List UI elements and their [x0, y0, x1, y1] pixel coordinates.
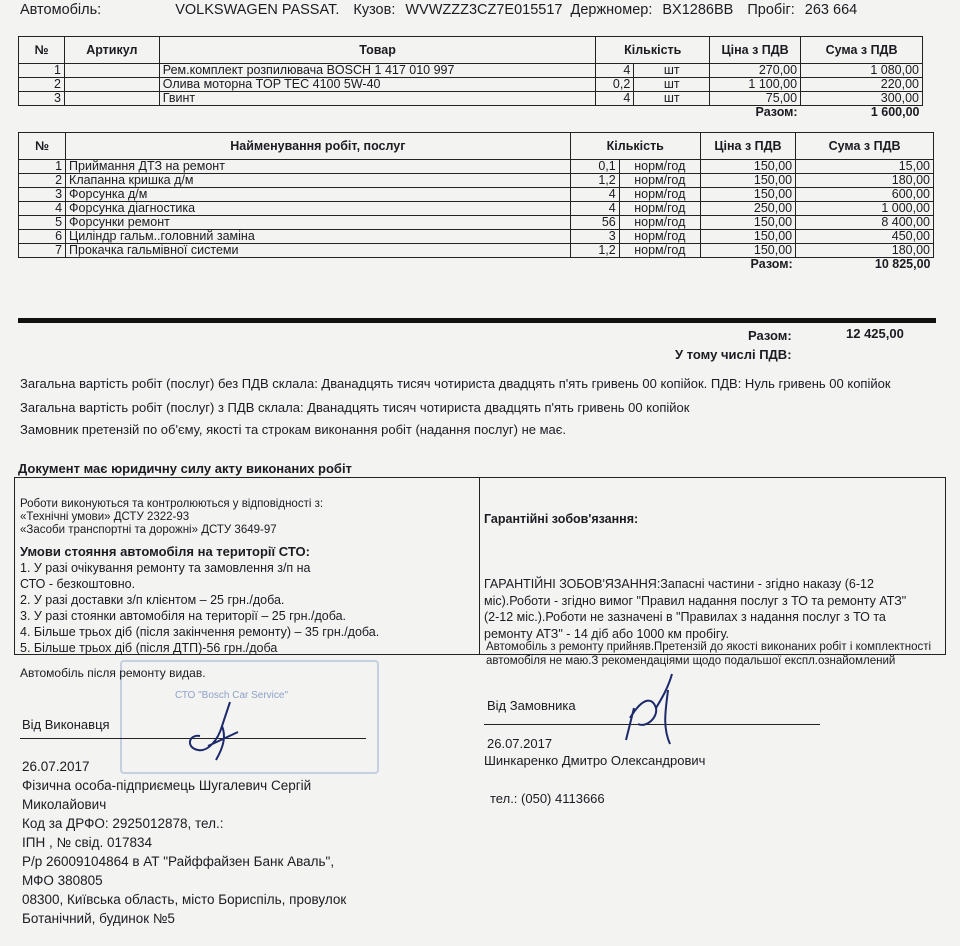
grand-total-label: Разом: [748, 328, 792, 343]
row-qty: 0,1 [570, 160, 619, 174]
row-sum: 180,00 [796, 174, 934, 188]
col-article: Артикул [64, 37, 159, 64]
warranty-line: міс).Роботи - згідно вимог "Правил надання послуг з ТО та ремонту АТЗ" [484, 593, 907, 608]
row-no: 7 [19, 244, 66, 258]
row-no: 5 [19, 216, 66, 230]
col-work-name: Найменування робіт, послуг [66, 133, 571, 160]
section-divider [18, 318, 936, 323]
car-label: Автомобіль: [20, 2, 102, 18]
executor-line: 08300, Київська область, місто Бориспіль, провулок [22, 892, 347, 907]
car-accepted-text [486, 640, 931, 668]
customer-phone: тел.: (050) 4113666 [490, 791, 605, 806]
warranty-text [484, 576, 906, 642]
works-header-row [19, 133, 934, 160]
row-sum: 15,00 [796, 160, 934, 174]
row-name: Клапанна кришка д/м [66, 174, 571, 188]
parts-table [18, 36, 923, 119]
list-item: 5. Більше трьох діб (після ДТП)-56 грн./доба [20, 641, 278, 655]
row-name: Циліндр гальм..головний заміна [66, 230, 571, 244]
mileage-label: Пробіг: [747, 2, 795, 18]
row-price: 150,00 [700, 174, 795, 188]
car-issued-text: Автомобіль після ремонту видав. [20, 666, 206, 680]
row-name: Форсунка діагностика [66, 202, 571, 216]
row-price: 75,00 [710, 92, 801, 106]
row-article [64, 78, 159, 92]
vat-label: У тому числі ПДВ: [675, 347, 792, 362]
parts-total-row [19, 106, 923, 120]
total-with-vat-text: Загальна вартість робіт (послуг) з ПДВ склала: Дванадцять тисяч чотириста двадцять п'ять гривень 00 копійок [20, 400, 690, 415]
row-price: 150,00 [700, 216, 795, 230]
row-sum: 220,00 [801, 78, 923, 92]
executor-line: Ботанічний, будинок №5 [22, 911, 175, 926]
row-qty: 0,2 [596, 78, 634, 92]
col-qty: Кількість [596, 37, 710, 64]
executor-details [22, 757, 346, 928]
customer-signature [612, 668, 692, 748]
vehicle-header [20, 2, 867, 18]
row-sum: 600,00 [796, 188, 934, 202]
works-total-value: 10 825,00 [874, 257, 931, 271]
customer-from-label: Від Замовника [487, 698, 576, 713]
works-total-label: Разом: [750, 257, 793, 271]
row-price: 1 100,00 [710, 78, 801, 92]
list-item: 1. У разі очікування ремонту та замовлення з/п на [20, 561, 311, 575]
standards-block [20, 498, 323, 537]
row-price: 250,00 [700, 202, 795, 216]
row-qty: 4 [570, 188, 619, 202]
accepted-line: Автомобіль з ремонту прийняв.Претензій до якості виконаних робіт і комплектності [486, 641, 932, 653]
col-sum: Сума з ПДВ [796, 133, 934, 160]
row-unit: норм/год [619, 160, 700, 174]
customer-date: 26.07.2017 [487, 736, 553, 751]
row-item: Олива моторна TOP TEC 4100 5W-40 [159, 78, 596, 92]
car-model: VOLKSWAGEN PASSAT. [175, 2, 340, 18]
row-sum: 8 400,00 [796, 216, 934, 230]
plate-label: Держномер: [570, 2, 653, 18]
table-row [19, 92, 923, 106]
row-name: Форсунка д/м [66, 188, 571, 202]
row-name: Прокачка гальмівної системи [66, 244, 571, 258]
executor-line: Р/р 26009104864 в АТ "Райффайзен Банк Аваль", [22, 854, 335, 869]
row-sum: 1 080,00 [801, 64, 923, 78]
executor-date: 26.07.2017 [22, 759, 90, 774]
col-price: Ціна з ПДВ [700, 133, 795, 160]
no-claims-text: Замовник претензій по об'єму, якості та строкам виконання робіт (надання послуг) не має. [20, 422, 566, 437]
row-unit: норм/год [619, 174, 700, 188]
table-row [19, 216, 934, 230]
parts-total-label: Разом: [755, 105, 798, 119]
row-sum: 300,00 [801, 92, 923, 106]
standards-intro: Роботи виконуються та контролюються у відповідності з: [20, 498, 324, 510]
row-price: 150,00 [700, 160, 795, 174]
row-qty: 1,2 [570, 174, 619, 188]
body-label: Кузов: [353, 2, 396, 18]
row-sum: 180,00 [796, 244, 934, 258]
row-qty: 3 [570, 230, 619, 244]
row-qty: 4 [596, 64, 634, 78]
mileage-value: 263 664 [804, 2, 858, 18]
table-row [19, 64, 923, 78]
table-row [19, 244, 934, 258]
warranty-line: ремонту АТЗ" - 14 діб або 1000 км пробігу. [484, 626, 729, 641]
row-qty: 56 [570, 216, 619, 230]
parking-conditions-list [20, 560, 379, 656]
table-row [19, 202, 934, 216]
box-divider [479, 477, 480, 654]
executor-signature [178, 696, 248, 766]
list-item: 3. У разі стоянки автомобіля на території – 25 грн./доба. [20, 609, 347, 623]
row-unit: норм/год [619, 230, 700, 244]
grand-total-value: 12 425,00 [846, 326, 904, 341]
row-no: 3 [19, 188, 66, 202]
executor-line: ІПН , № свід. 017834 [22, 835, 153, 850]
list-item: 4. Більше трьох діб (після закінчення ремонту) – 35 грн./доба. [20, 625, 380, 639]
executor-line: Фізична особа-підприємець Шугалевич Сергій [22, 778, 312, 793]
executor-line: Код за ДРФО: 2925012878, тел.: [22, 816, 224, 831]
plate-number: BX1286BB [662, 2, 734, 18]
accepted-line: автомобіля не маю.З рекомендаціями щодо подальшої експл.ознайомлений [486, 655, 896, 667]
vin: WVWZZZ3CZ7E015517 [405, 2, 563, 18]
row-unit: норм/год [619, 188, 700, 202]
list-item: СТО - безкоштовно. [20, 577, 136, 591]
parts-header-row [19, 37, 923, 64]
parking-title: Умови стояння автомобіля на території СТО: [20, 544, 310, 559]
col-price: Ціна з ПДВ [710, 37, 801, 64]
warranty-line: (2-12 міс.).Роботи не зазначені в "Правилах з надання послуг з ТО та [484, 610, 886, 624]
row-unit: норм/год [619, 216, 700, 230]
row-sum: 450,00 [796, 230, 934, 244]
standard-tu: «Технічні умови» ДСТУ 2322-93 [20, 511, 190, 523]
standard-dstu: «Засоби транспортні та дорожні» ДСТУ 3649-97 [20, 524, 277, 536]
table-row [19, 160, 934, 174]
total-without-vat-text: Загальна вартість робіт (послуг) без ПДВ склала: Дванадцять тисяч чотириста двадцять п'ять гривень 00 копійок. ПДВ: Нуль гривень 00 копійок [20, 376, 891, 391]
col-item: Товар [159, 37, 596, 64]
row-article [64, 64, 159, 78]
table-row [19, 230, 934, 244]
parts-total-value: 1 600,00 [870, 105, 920, 119]
customer-name: Шинкаренко Дмитро Олександрович [484, 753, 706, 768]
list-item: 2. У разі доставки з/п клієнтом – 25 грн./доба. [20, 593, 285, 607]
row-name: Форсунки ремонт [66, 216, 571, 230]
row-item: Рем.комплект розпилювача BOSCH 1 417 010 997 [159, 64, 596, 78]
executor-line: Миколайович [22, 797, 107, 812]
works-table [18, 132, 934, 271]
row-no: 3 [19, 92, 65, 106]
row-no: 2 [19, 78, 65, 92]
row-no: 1 [19, 160, 66, 174]
col-sum: Сума з ПДВ [801, 37, 923, 64]
row-unit: норм/год [619, 202, 700, 216]
row-article [64, 92, 159, 106]
warranty-title: Гарантійні зобов'язання: [484, 512, 639, 526]
row-qty: 4 [596, 92, 634, 106]
row-sum: 1 000,00 [796, 202, 934, 216]
row-name: Приймання ДТЗ на ремонт [66, 160, 571, 174]
stamp-text: СТО "Bosch Car Service" [175, 690, 289, 701]
row-price: 150,00 [700, 230, 795, 244]
col-no: № [19, 37, 65, 64]
row-no: 2 [19, 174, 66, 188]
row-no: 1 [19, 64, 65, 78]
row-price: 270,00 [710, 64, 801, 78]
table-row [19, 174, 934, 188]
table-row [19, 78, 923, 92]
col-qty: Кількість [570, 133, 700, 160]
row-unit: шт [634, 78, 710, 92]
row-unit: шт [634, 92, 710, 106]
row-qty: 1,2 [570, 244, 619, 258]
table-row [19, 188, 934, 202]
row-unit: норм/год [619, 244, 700, 258]
warranty-line: ГАРАНТІЙНІ ЗОБОВ'ЯЗАННЯ:Запасні частини - згідно наказу (6-12 [484, 577, 874, 591]
row-item: Гвинт [159, 92, 596, 106]
row-unit: шт [634, 64, 710, 78]
row-no: 6 [19, 230, 66, 244]
executor-from-label: Від Виконавця [22, 717, 110, 732]
row-price: 150,00 [700, 188, 795, 202]
row-no: 4 [19, 202, 66, 216]
works-total-row [19, 258, 934, 272]
row-qty: 4 [570, 202, 619, 216]
row-price: 150,00 [700, 244, 795, 258]
legal-force-text: Документ має юридичну силу акту виконаних робіт [18, 461, 352, 476]
col-no: № [19, 133, 66, 160]
executor-line: МФО 380805 [22, 873, 103, 888]
